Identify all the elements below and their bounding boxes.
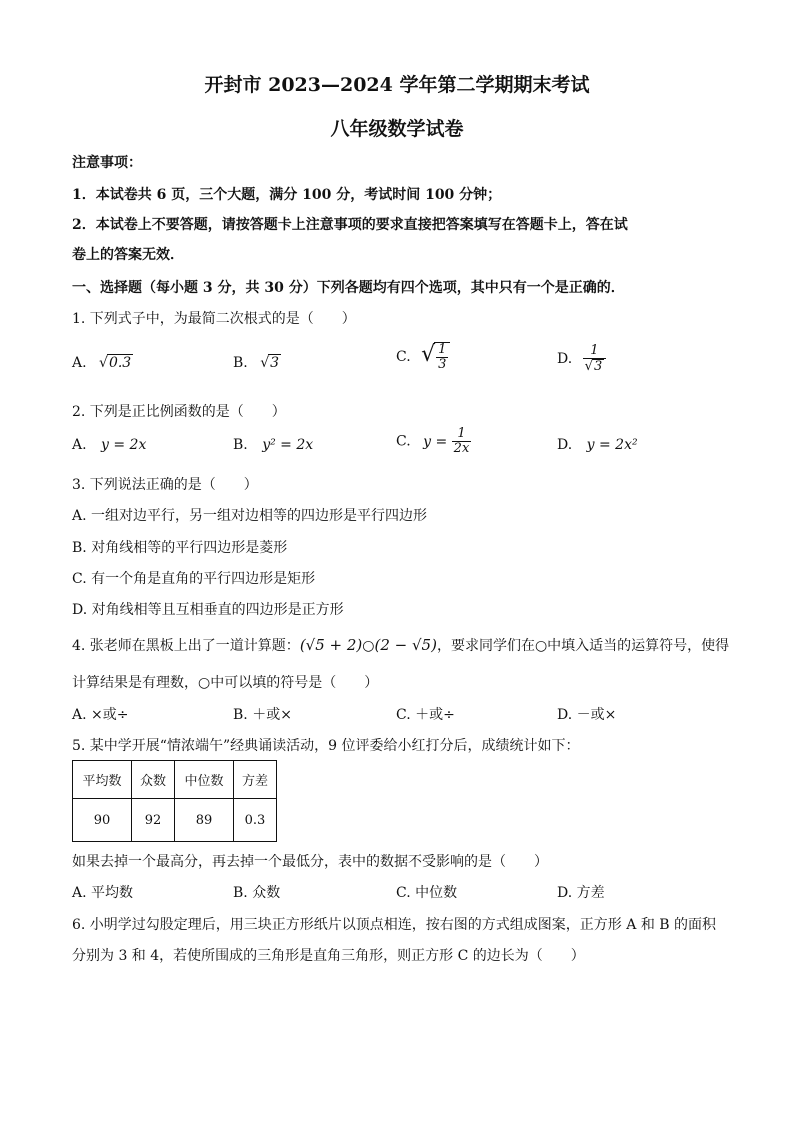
q1-stem: 1. 下列式子中，为最简二次根式的是（ ） — [72, 311, 356, 327]
q1-option-b-value: 3 — [270, 355, 280, 371]
q4-expr-left: (√5 + 2) — [299, 636, 363, 654]
q2-option-d-value: y = 2x² — [586, 437, 638, 453]
q1-option-d-label: D. — [557, 351, 573, 367]
q4-option-b: B. ＋或× — [233, 707, 292, 723]
q3-option-a: A. 一组对边平行，另一组对边相等的四边形是平行四边形 — [72, 508, 428, 524]
q5-stats-table — [72, 760, 277, 842]
q1-option-a: A. √0.3 — [72, 355, 132, 371]
q2-option-c-label: C. — [396, 433, 411, 450]
q1-option-b: B. √3 — [233, 355, 280, 371]
q5-header-mode: 众数 — [132, 761, 175, 799]
q1-option-a-value: 0.3 — [108, 355, 132, 371]
notes-item-2a: 2．本试卷上不要答题，请按答题卡上注意事项的要求直接把答案填写在答题卡上，答在试 — [72, 217, 628, 233]
q3-option-d: D. 对角线相等且互相垂直的四边形是正方形 — [72, 602, 344, 618]
q2-option-c-lhs: y = — [423, 433, 448, 450]
q1-option-d-numerator: 1 — [583, 344, 607, 359]
q5-option-a: A. 平均数 — [72, 885, 134, 901]
q4-expr-right: (2 − √5) — [374, 636, 437, 654]
exam-subtitle: 八年级数学试卷 — [330, 118, 464, 140]
q4-option-d: D. －或× — [557, 707, 617, 723]
q1-option-c-label: C. — [396, 349, 411, 365]
q4-expr-circle: ○ — [362, 638, 375, 654]
q2-option-a — [72, 437, 146, 453]
q5-option-c: C. 中位数 — [396, 885, 458, 901]
q2-option-d — [557, 437, 638, 453]
q5-option-b: B. 众数 — [233, 885, 281, 901]
q3-option-b: B. 对角线相等的平行四边形是菱形 — [72, 540, 288, 556]
q2-option-c-denominator: 2x — [453, 441, 470, 456]
q5-header-variance: 方差 — [234, 761, 277, 799]
q2-option-b-value: y² = 2x — [262, 437, 314, 453]
q4-stem-2: 计算结果是有理数，○中可以填的符号是（ ） — [72, 675, 379, 691]
q5-header-mean: 平均数 — [73, 761, 132, 799]
q1-option-c-numerator: 1 — [438, 342, 447, 357]
q5-stem-2: 如果去掉一个最高分，再去掉一个最低分，表中的数据不受影响的是（ ） — [72, 854, 548, 870]
q5-value-mode: 92 — [132, 799, 175, 842]
q2-option-c — [396, 427, 471, 456]
q2-option-a-label: A. — [72, 437, 87, 453]
q2-option-b-label: B. — [233, 437, 248, 453]
q5-option-d: D. 方差 — [557, 885, 605, 901]
q4-stem-pre: 4. 张老师在黑板上出了一道计算题： — [72, 638, 300, 654]
q1-option-d-denominator: 3 — [593, 359, 603, 374]
q5-stem: 5. 某中学开展“情浓端午”经典诵读活动，9 位评委给小红打分后，成绩统计如下： — [72, 738, 580, 754]
q1-option-a-label: A. — [72, 355, 87, 371]
q2-option-b — [233, 437, 313, 453]
notes-item-2b: 卷上的答案无效． — [72, 247, 184, 263]
q2-option-d-label: D. — [557, 437, 573, 453]
q5-value-mean: 90 — [73, 799, 132, 842]
notes-item-1: 1．本试卷共 6 页，三个大题，满分 100 分，考试时间 100 分钟； — [72, 187, 502, 203]
q1-option-b-label: B. — [233, 355, 248, 371]
q2-option-a-value: y = 2x — [101, 437, 147, 453]
q5-value-median: 89 — [175, 799, 234, 842]
notes-heading: 注意事项： — [72, 155, 142, 171]
q4-option-c: C. ＋或÷ — [396, 707, 455, 723]
q5-header-median: 中位数 — [175, 761, 234, 799]
q5-value-variance: 0.3 — [234, 799, 277, 842]
q1-option-c: C. √ $\frac{1}{3}$ — [396, 342, 450, 372]
exam-title: 开封市 2023—2024 学年第二学期期末考试 — [204, 74, 590, 96]
section-1-heading: 一、选择题（每小题 3 分，共 30 分）下列各题均有四个选项，其中只有一个是正确的． — [72, 280, 625, 296]
q4-stem — [72, 635, 729, 655]
q1-option-d: D. $\frac{1}{√3}$ — [557, 344, 606, 374]
q4-stem-post: ，要求同学们在○中填入适当的运算符号，使得 — [436, 638, 730, 654]
q3-option-c: C. 有一个角是直角的平行四边形是矩形 — [72, 571, 316, 587]
q6-line-1: 6. 小明学过勾股定理后，用三块正方形纸片以顶点相连，按右图的方式组成图案，正方形 A 和 B 的面积 — [72, 917, 717, 933]
q2-stem: 2. 下列是正比例函数的是（ ） — [72, 404, 286, 420]
q3-stem: 3. 下列说法正确的是（ ） — [72, 477, 258, 493]
q4-option-a: A. ×或÷ — [72, 707, 129, 723]
q6-line-2: 分别为 3 和 4，若使所围成的三角形是直角三角形，则正方形 C 的边长为（ ） — [72, 948, 585, 964]
q1-option-c-denominator: 3 — [438, 357, 447, 372]
q2-option-c-numerator: 1 — [452, 427, 472, 442]
